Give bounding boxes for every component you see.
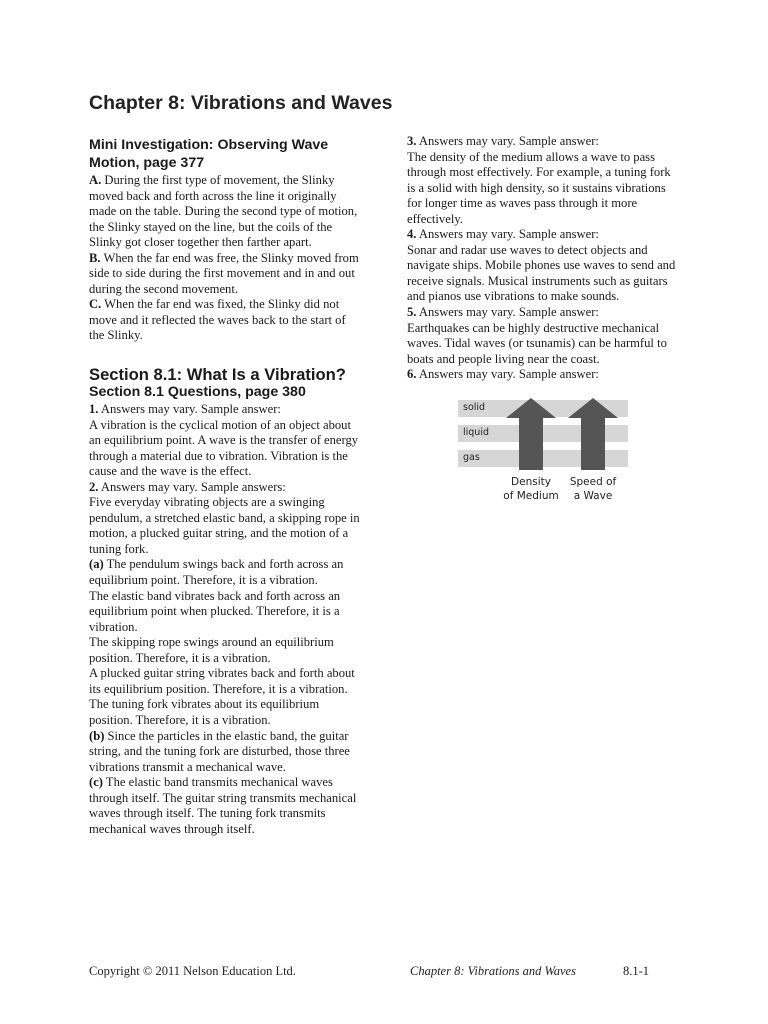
- item-text: During the first type of movement, the Slinky moved back and forth across the line it originally made on the table. During the second type of motion, the Slinky stayed on the line, but the coils of the Slinky got closer together then farther apart.: [89, 173, 358, 250]
- question-number: 6.: [407, 367, 417, 382]
- question-intro: Answers may vary. Sample answer:: [416, 227, 599, 242]
- question-4-answer: Sonar and radar use waves to detect objects and navigate ships. Mobile phones use waves to send and receive signals. Musical instruments such as guitars and pianos use vibrations to make sounds.: [407, 242, 676, 304]
- question-2a-line: The tuning fork vibrates about its equilibrium position. Therefore, it is a vibration.: [89, 697, 320, 727]
- question-3-answer: The density of the medium allows a wave to pass through most effectively. For example, a tuning fork is a solid with high density, so it sustains vibrations for longer time as waves pass through it more effectively.: [407, 149, 671, 226]
- caption-line: of Medium: [503, 490, 559, 502]
- mini-item-b: [89, 251, 361, 298]
- caption-line: Speed of: [569, 476, 617, 488]
- question-1-answer: A vibration is the cyclical motion of an object about an equilibrium point. A wave is the transfer of energy through a material due to vibration. Vibration is the cause and the wave is the effect.: [89, 417, 359, 479]
- footer-page-number: 8.1-1: [623, 964, 650, 978]
- speed-caption: [553, 475, 633, 503]
- up-arrow-icon: [568, 398, 618, 470]
- item-text: When the far end was fixed, the Slinky did not move and it reflected the waves back to the start of the Slinky.: [89, 297, 346, 343]
- band-label: solid: [463, 402, 486, 413]
- question-intro: Answers may vary. Sample answer:: [416, 367, 599, 382]
- arrow-shape: [568, 398, 618, 470]
- question-3-intro: [407, 134, 677, 150]
- left-column: [89, 136, 361, 837]
- footer-copyright: Copyright © 2011 Nelson Education Ltd.: [89, 964, 296, 978]
- part-text: Since the particles in the elastic band, the guitar string, and the tuning fork are disturbed, those three vibrations transmit a mechanical wave.: [89, 728, 350, 774]
- question-4-intro: [407, 227, 677, 243]
- question-intro: Answers may vary. Sample answers:: [98, 479, 286, 494]
- mini-investigation-heading: Mini Investigation: Observing Wave Motion, page 377: [89, 137, 329, 171]
- part-label: (c): [89, 775, 103, 790]
- footer-chapter: Chapter 8: Vibrations and Waves: [410, 964, 576, 978]
- mini-item-c: [89, 297, 361, 344]
- question-6-intro: [407, 367, 677, 383]
- band-label: liquid: [463, 427, 489, 438]
- question-2c: [89, 775, 361, 837]
- question-2a-line: A plucked guitar string vibrates back and forth about its equilibrium position. Therefore, it is a vibration.: [89, 666, 355, 696]
- question-2a-line: The elastic band vibrates back and forth across an equilibrium point when plucked. Therefore, it is a vibration.: [89, 588, 341, 634]
- question-5-intro: [407, 305, 677, 321]
- item-label: C.: [89, 297, 102, 312]
- question-2a-line: The skipping rope swings around an equilibrium position. Therefore, it is a vibration.: [89, 635, 334, 665]
- part-label: (a): [89, 557, 104, 572]
- question-intro: Answers may vary. Sample answer:: [416, 305, 599, 320]
- question-1-intro: [89, 402, 361, 418]
- arrow-shape: [506, 398, 556, 470]
- question-intro: Answers may vary. Sample answer:: [98, 402, 281, 417]
- part-text: The pendulum swings back and forth across an equilibrium point. Therefore, it is a vibration.: [89, 557, 344, 588]
- caption-line: Density: [511, 476, 551, 488]
- caption-line: a Wave: [573, 490, 613, 502]
- question-number: 1.: [89, 402, 99, 417]
- item-label: A.: [89, 173, 102, 187]
- question-number: 5.: [407, 305, 417, 320]
- density-speed-diagram: [458, 398, 628, 508]
- question-number: 4.: [407, 227, 417, 242]
- question-intro: Answers may vary. Sample answer:: [416, 134, 599, 148]
- band-label: gas: [463, 452, 480, 463]
- item-text: When the far end was free, the Slinky moved from side to side during the first movement and in and out during the second movement.: [89, 250, 359, 296]
- item-label: B.: [89, 250, 101, 265]
- section-questions-heading: Section 8.1 Questions, page 380: [89, 384, 306, 401]
- question-2-intro: [89, 480, 361, 496]
- up-arrow-icon: [506, 398, 556, 470]
- section-heading: Section 8.1: What Is a Vibration?: [89, 365, 346, 385]
- question-5-answer: Earthquakes can be highly destructive mechanical waves. Tidal waves (or tsunamis) can be harmful to boats and people living near the coast.: [407, 320, 667, 366]
- part-label: (b): [89, 728, 105, 743]
- question-2-answer: Five everyday vibrating objects are a swinging pendulum, a stretched elastic band, a skipping rope in motion, a plucked guitar string, and the motion of a tuning fork.: [89, 495, 360, 556]
- right-column: [407, 134, 677, 383]
- question-number: 2.: [89, 479, 99, 494]
- mini-item-a: [89, 173, 361, 251]
- part-text: The elastic band transmits mechanical waves through itself. The guitar string transmits mechanical waves through itself. The tuning fork transmits mechanical waves through itself.: [89, 775, 357, 836]
- question-2b: [89, 729, 361, 776]
- chapter-title: Chapter 8: Vibrations and Waves: [89, 92, 393, 114]
- question-number: 3.: [407, 134, 417, 148]
- question-2a: [89, 557, 361, 588]
